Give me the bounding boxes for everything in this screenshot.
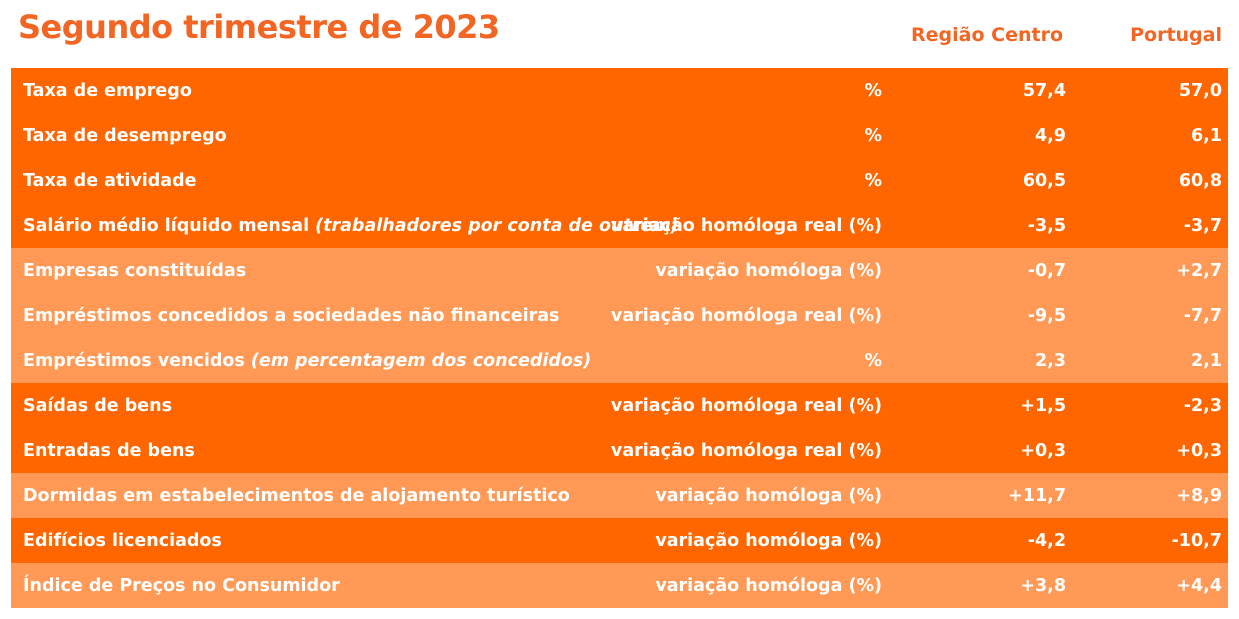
unit-label: variação homóloga real (%)	[610, 395, 882, 416]
value-regiao-centro: +1,5	[1020, 395, 1066, 416]
table-row	[11, 338, 1228, 383]
indicator-note: (em percentagem dos concedidos)	[250, 350, 592, 371]
value-portugal: +0,3	[1176, 440, 1222, 461]
unit-label: variação homóloga (%)	[655, 575, 882, 596]
indicator-name: Saídas de bens	[23, 395, 173, 416]
table-row	[11, 293, 1228, 338]
value-portugal: +4,4	[1176, 575, 1222, 596]
indicator-name: Edifícios licenciados	[23, 530, 222, 551]
value-portugal: -2,3	[1183, 395, 1222, 416]
row-label	[23, 473, 570, 518]
row-label	[23, 383, 172, 428]
table-row	[11, 473, 1228, 518]
indicator-name: Empréstimos vencidos	[23, 350, 245, 371]
unit-label: variação homóloga (%)	[655, 260, 882, 281]
row-label	[23, 293, 559, 338]
value-regiao-centro: +11,7	[1008, 485, 1066, 506]
value-regiao-centro: +3,8	[1020, 575, 1066, 596]
value-regiao-centro: +0,3	[1020, 440, 1066, 461]
value-regiao-centro: -3,5	[1027, 215, 1066, 236]
table-row	[11, 383, 1228, 428]
indicator-note: (trabalhadores por conta de outrem)	[315, 215, 679, 236]
indicator-name: Entradas de bens	[23, 440, 195, 461]
unit-label: variação homóloga (%)	[655, 485, 882, 506]
table-row	[11, 113, 1228, 158]
indicators-table	[11, 68, 1228, 608]
unit-label: %	[864, 80, 882, 101]
row-label	[23, 428, 195, 473]
unit-label: %	[864, 125, 882, 146]
table-row	[11, 518, 1228, 563]
value-regiao-centro: -9,5	[1027, 305, 1066, 326]
value-portugal: 57,0	[1178, 80, 1222, 101]
indicator-name: Empresas constituídas	[23, 260, 247, 281]
unit-label: %	[864, 350, 882, 371]
table-row	[11, 158, 1228, 203]
column-header-portugal: Portugal	[1130, 24, 1222, 46]
row-label	[23, 68, 192, 113]
value-regiao-centro: 57,4	[1022, 80, 1066, 101]
table-row	[11, 248, 1228, 293]
table-row	[11, 428, 1228, 473]
value-regiao-centro: 2,3	[1034, 350, 1066, 371]
column-header-regiao-centro: Região Centro	[911, 24, 1063, 46]
unit-label: variação homóloga real (%)	[610, 305, 882, 326]
value-portugal: 2,1	[1190, 350, 1222, 371]
unit-label: variação homóloga (%)	[655, 530, 882, 551]
page-title: Segundo trimestre de 2023	[18, 8, 500, 46]
value-regiao-centro: -4,2	[1027, 530, 1066, 551]
value-portugal: +8,9	[1176, 485, 1222, 506]
row-label	[23, 113, 227, 158]
indicator-name: Índice de Preços no Consumidor	[23, 575, 340, 596]
value-regiao-centro: 4,9	[1034, 125, 1066, 146]
indicator-name: Taxa de atividade	[23, 170, 197, 191]
table-row	[11, 68, 1228, 113]
indicator-name: Taxa de desemprego	[23, 125, 227, 146]
value-portugal: -7,7	[1183, 305, 1222, 326]
row-label	[23, 203, 679, 248]
value-regiao-centro: -0,7	[1027, 260, 1066, 281]
value-portugal: 60,8	[1178, 170, 1222, 191]
value-regiao-centro: 60,5	[1022, 170, 1066, 191]
row-label	[23, 338, 591, 383]
indicator-name: Taxa de emprego	[23, 80, 192, 101]
value-portugal: 6,1	[1190, 125, 1222, 146]
table-row	[11, 203, 1228, 248]
row-label	[23, 248, 246, 293]
indicator-name: Empréstimos concedidos a sociedades não financeiras	[23, 305, 560, 326]
value-portugal: +2,7	[1176, 260, 1222, 281]
table-row	[11, 563, 1228, 608]
row-label	[23, 158, 196, 203]
indicator-name: Salário médio líquido mensal	[23, 215, 310, 236]
value-portugal: -10,7	[1171, 530, 1222, 551]
unit-label: variação homóloga real (%)	[610, 215, 882, 236]
row-label	[23, 518, 222, 563]
unit-label: %	[864, 170, 882, 191]
value-portugal: -3,7	[1183, 215, 1222, 236]
row-label	[23, 563, 340, 608]
unit-label: variação homóloga real (%)	[610, 440, 882, 461]
indicator-name: Dormidas em estabelecimentos de alojamento turístico	[23, 485, 570, 506]
